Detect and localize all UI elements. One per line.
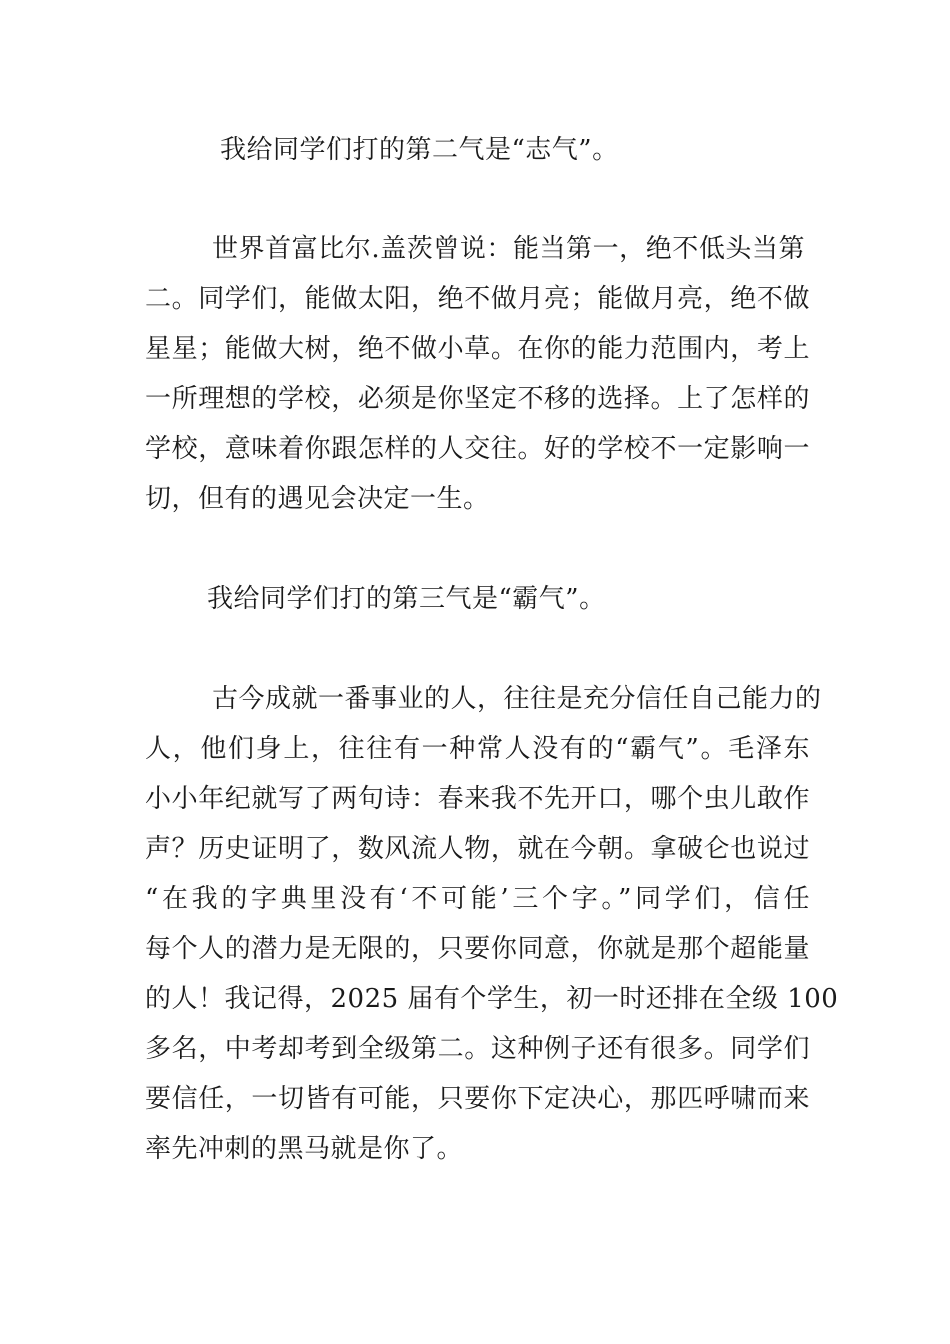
- paragraph-line: 古今成就一番事业的人，往往是充分信任自己能力的: [212, 684, 822, 714]
- paragraph-line: 一所理想的学校，必须是你坚定不移的选择。上了怎样的: [145, 384, 810, 414]
- section-heading-boldness: 我给同学们打的第三气是“霸气”。: [207, 584, 606, 614]
- section-heading-ambition: 我给同学们打的第二气是“志气”。: [220, 135, 619, 165]
- paragraph-line: 每个人的潜力是无限的，只要你同意，你就是那个超能量: [145, 934, 810, 964]
- paragraph-line: 的人！我记得，2025 届有个学生，初一时还排在全级 100: [145, 984, 839, 1014]
- paragraph-line: 切，但有的遇见会决定一生。: [145, 484, 490, 514]
- paragraph-line: “在我的字典里没有‘不可能’三个字。”同学们，信任: [145, 884, 810, 914]
- paragraph-line: 多名，中考却考到全级第二。这种例子还有很多。同学们: [145, 1034, 810, 1064]
- paragraph-line: 声？历史证明了，数风流人物，就在今朝。拿破仑也说过: [145, 834, 810, 864]
- paragraph-line: 小小年纪就写了两句诗：春来我不先开口，哪个虫儿敢作: [145, 784, 810, 814]
- paragraph-line: 要信任，一切皆有可能，只要你下定决心，那匹呼啸而来: [145, 1084, 810, 1114]
- paragraph-line: 率先冲刺的黑马就是你了。: [145, 1134, 464, 1164]
- paragraph-line: 人，他们身上，往往有一种常人没有的“霸气”。毛泽东: [145, 734, 810, 764]
- paragraph-line: 星星；能做大树，绝不做小草。在你的能力范围内，考上: [145, 334, 810, 364]
- paragraph-line: 世界首富比尔.盖茨曾说：能当第一，绝不低头当第: [212, 234, 805, 264]
- paragraph-line: 二。同学们，能做太阳，绝不做月亮；能做月亮，绝不做: [145, 284, 810, 314]
- paragraph-line: 学校，意味着你跟怎样的人交往。好的学校不一定影响一: [145, 434, 810, 464]
